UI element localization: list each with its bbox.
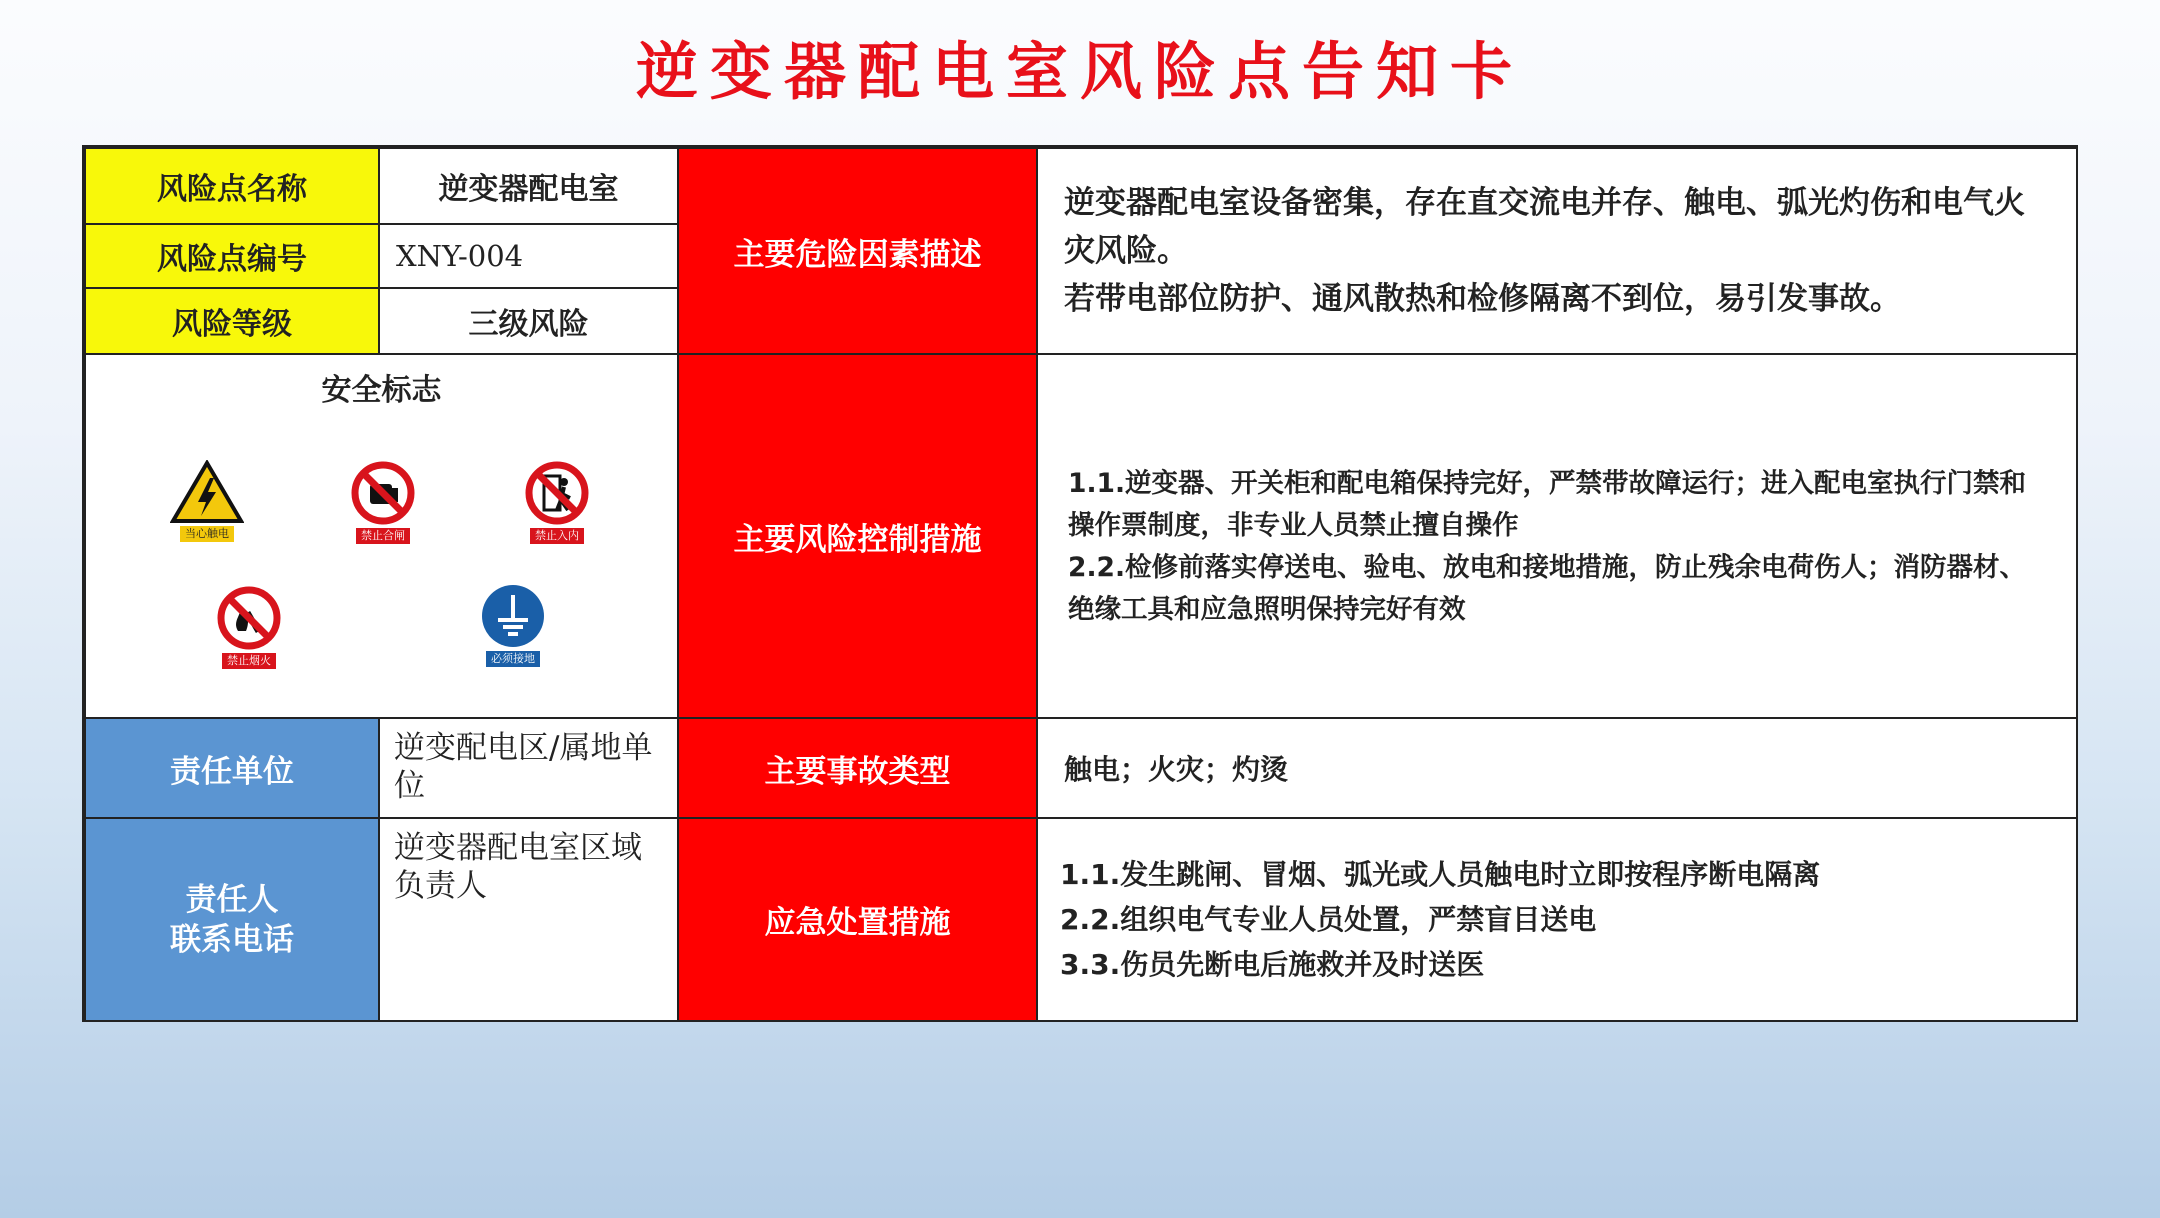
responsible-person-label-line1: 责任人 [185,881,279,918]
sign-no-fire [216,585,282,669]
emergency-item-3: 3.3.伤员先断电后施救并及时送医 [1060,948,1485,981]
control-item-2: 2.2.检修前落实停送电、验电、放电和接地措施，防止残余电荷伤人；消防器材、绝缘工具和应急照明保持完好有效 [1068,552,2027,625]
sign-label-no-switching: 禁止合闸 [356,528,410,544]
hazard-label: 主要危险因素描述 [677,147,1038,355]
safety-signs-panel [84,353,679,719]
hazard-line-2: 若带电部位防护、通风散热和检修隔离不到位，易引发事故。 [1064,281,1901,317]
responsible-person-label [84,817,380,1022]
sign-electric-shock [170,460,244,542]
emergency-measures [1036,817,2078,1022]
risk-name-value: 逆变器配电室 [378,147,679,225]
sign-label-no-entry: 禁止入内 [530,528,584,544]
responsible-unit-value: 逆变配电区/属地单位 [378,717,679,819]
control-label: 主要风险控制措施 [677,353,1038,719]
sign-no-entry [524,460,590,544]
accident-type-value: 触电；火灾；灼烫 [1036,717,2078,819]
sign-label-must-ground: 必须接地 [486,651,540,667]
risk-level-label: 风险等级 [84,287,380,355]
risk-name-label: 风险点名称 [84,147,380,225]
page-title: 逆变器配电室风险点告知卡 [635,35,1524,108]
no-entry-icon [524,460,590,526]
responsible-person-label-line2: 联系电话 [170,921,294,958]
risk-card [82,145,2078,1022]
must-ground-icon [480,583,546,649]
control-item-1: 1.1.逆变器、开关柜和配电箱保持完好，严禁带故障运行；进入配电室执行门禁和操作票制度，非专业人员禁止擅自操作 [1068,468,2027,541]
emergency-label: 应急处置措施 [677,817,1038,1022]
no-smoking-fire-icon [216,585,282,651]
hazard-description [1036,147,2078,355]
responsible-unit-label: 责任单位 [84,717,380,819]
risk-level-value: 三级风险 [378,287,679,355]
sign-must-ground [480,583,546,667]
sign-label-electric: 当心触电 [180,526,234,542]
electric-shock-warning-icon [170,460,244,524]
no-switching-on-icon [350,460,416,526]
risk-code-value: XNY-004 [378,223,679,289]
safety-signs-title: 安全标志 [321,373,442,408]
accident-type-label: 主要事故类型 [677,717,1038,819]
emergency-item-2: 2.2.组织电气专业人员处置，严禁盲目送电 [1060,903,1597,936]
risk-code-label: 风险点编号 [84,223,380,289]
sign-label-no-fire: 禁止烟火 [222,653,276,669]
emergency-item-1: 1.1.发生跳闸、冒烟、弧光或人员触电时立即按程序断电隔离 [1060,858,1821,891]
control-measures [1036,353,2078,719]
sign-no-switching [350,460,416,544]
responsible-person-value: 逆变器配电室区域负责人 [378,817,679,1022]
hazard-line-1: 逆变器配电室设备密集，存在直交流电并存、触电、弧光灼伤和电气火灾风险。 [1064,185,2025,269]
